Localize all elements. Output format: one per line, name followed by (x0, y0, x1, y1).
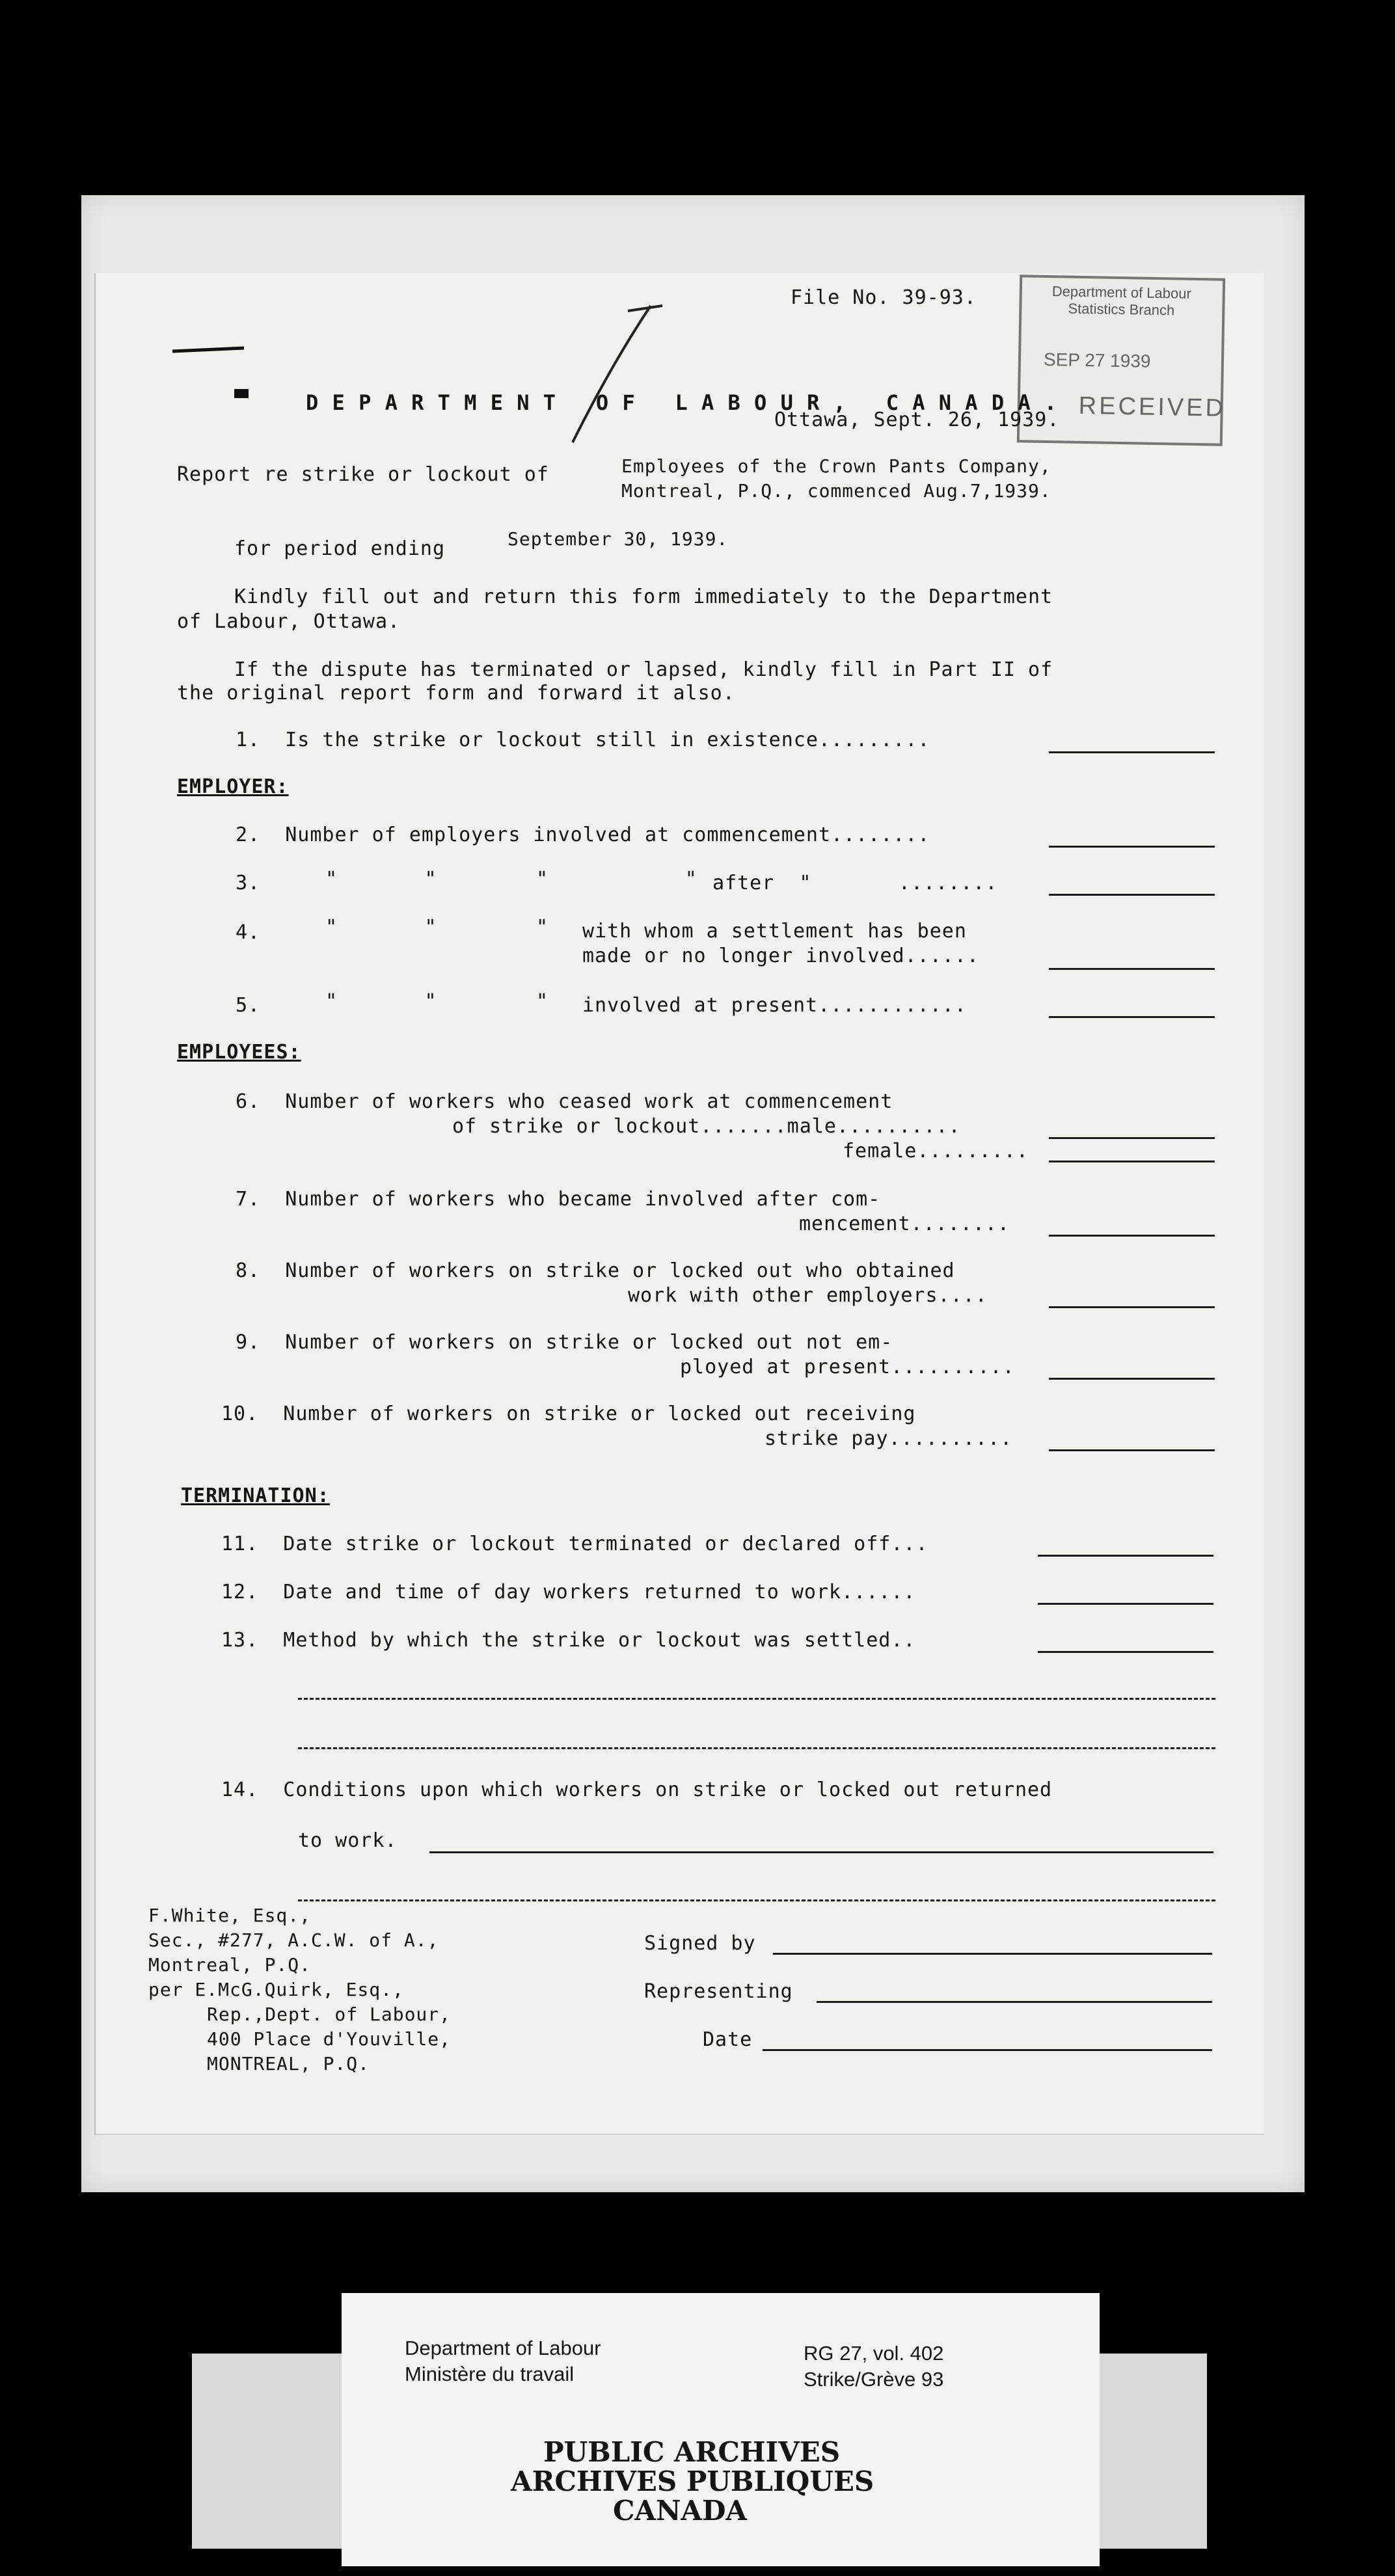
address-line2: Sec., #277, A.C.W. of A., (148, 1929, 439, 1951)
question-1: 1. Is the strike or lockout still in existence......... (236, 729, 930, 751)
question-9-line2: ployed at present.......... (680, 1356, 1015, 1378)
question-10-line1: 10. Number of workers on strike or locked out receiving (221, 1402, 916, 1425)
question-8-line1: 8. Number of workers on strike or locked out who obtained (236, 1259, 955, 1282)
archive-dept-en: Department of Labour (405, 2337, 601, 2359)
representing-label: Representing (644, 1980, 793, 2003)
representing-line (817, 2001, 1212, 2003)
archive-dept-fr: Ministère du travail (405, 2363, 575, 2385)
instruction-line2: of Labour, Ottawa. (177, 610, 401, 633)
file-number: File No. 39-93. (791, 286, 977, 309)
stamp-department: Department of Labour Statistics Branch (1051, 283, 1192, 319)
question-8-line2: work with other employers.... (628, 1284, 988, 1307)
answer-line-14 (429, 1851, 1213, 1853)
answer-line-11 (1038, 1555, 1213, 1557)
question-4-line1: with whom a settlement has been (582, 920, 967, 943)
archive-ref-strike: Strike/Grève 93 (804, 2368, 944, 2391)
section-employer: EMPLOYER: (177, 775, 289, 798)
question-10-line2: strike pay.......... (765, 1427, 1013, 1450)
address-line6: 400 Place d'Youville, (207, 2028, 452, 2050)
address-line5: Rep.,Dept. of Labour, (207, 2004, 452, 2025)
department-title: D E P A R T M E N T O F L A B O U R , C A N A D A . (306, 390, 1058, 415)
question-6-female: female......... (843, 1140, 1029, 1162)
public-archives-fr: ARCHIVES PUBLIQUES (511, 2465, 874, 2497)
answer-line-3 (1049, 894, 1215, 896)
question-4-number: 4. (236, 921, 261, 944)
answer-line-6-female (1049, 1161, 1215, 1162)
question-4-line2: made or no longer involved...... (582, 945, 979, 967)
answer-line-13 (1038, 1651, 1213, 1653)
answer-line-7 (1049, 1235, 1215, 1237)
answer-line-6-male (1049, 1137, 1215, 1139)
date-line: Ottawa, Sept. 26, 1939. (774, 409, 1060, 431)
question-2: 2. Number of employers involved at commencement........ (236, 824, 930, 846)
question-9-line1: 9. Number of workers on strike or locked out not em- (236, 1331, 893, 1354)
question-3-number: 3. (236, 872, 261, 894)
address-line3: Montreal, P.Q. (148, 1954, 312, 1976)
archive-ref-volume: RG 27, vol. 402 (804, 2342, 944, 2365)
question-7-line2: mencement........ (799, 1213, 1010, 1235)
answer-line-1 (1049, 751, 1215, 753)
question-5: involved at present............ (582, 994, 967, 1017)
question-12: 12. Date and time of day workers returned to work...... (221, 1581, 916, 1603)
question-11: 11. Date strike or lockout terminated or declared off... (221, 1533, 928, 1555)
answer-line-2 (1049, 846, 1215, 848)
date-line-field (763, 2049, 1212, 2051)
question-7-line1: 7. Number of workers who became involved after com- (236, 1188, 881, 1211)
question-5-ditto-marks: " " " (325, 990, 549, 1013)
question-13: 13. Method by which the strike or lockout was settled.. (221, 1629, 916, 1652)
section-employees: EMPLOYEES: (177, 1041, 301, 1064)
period-value: September 30, 1939. (508, 528, 729, 550)
signed-by-line (773, 1953, 1212, 1955)
address-line4: per E.McG.Quirk, Esq., (148, 1979, 404, 2000)
answer-line-5 (1049, 1016, 1215, 1018)
answer-line-13b (298, 1698, 1215, 1700)
instruction-line4: the original report form and forward it also. (177, 682, 735, 704)
archive-tab-left (192, 2354, 358, 2549)
report-subject-line1: Employees of the Crown Pants Company, (621, 455, 1051, 477)
answer-line-9 (1049, 1378, 1215, 1380)
question-14-line1: 14. Conditions upon which workers on strike or locked out returned (221, 1778, 1053, 1801)
address-line7: MONTREAL, P.Q. (207, 2053, 370, 2074)
instruction-line3: If the dispute has terminated or lapsed, kindly fill in Part II of (234, 658, 1053, 681)
signed-by-label: Signed by (644, 1932, 756, 1955)
answer-line-4 (1049, 968, 1215, 970)
question-14-line2: to work. (298, 1829, 398, 1852)
date-label: Date (703, 2028, 753, 2051)
answer-line-14b (298, 1899, 1215, 1901)
question-3-ditto-marks: " " " " (325, 868, 698, 891)
question-5-number: 5. (236, 994, 261, 1017)
stamp-received: RECEIVED (1078, 392, 1226, 422)
answer-line-10 (1049, 1449, 1215, 1451)
address-line1: F.White, Esq., (148, 1905, 312, 1926)
question-6-male: of strike or lockout.......male.......... (452, 1115, 961, 1138)
instruction-line1: Kindly fill out and return this form immediately to the Department (234, 585, 1053, 608)
report-label: Report re strike or lockout of (177, 463, 549, 486)
answer-line-12 (1038, 1603, 1213, 1605)
question-3: after " ........ (712, 872, 998, 894)
question-6-line1: 6. Number of workers who ceased work at commencement (236, 1090, 893, 1113)
public-archives-en: PUBLIC ARCHIVES (543, 2436, 841, 2468)
report-subject-line2: Montreal, P.Q., commenced Aug.7,1939. (621, 480, 1051, 502)
question-4-ditto-marks: " " " (325, 916, 549, 939)
section-termination: TERMINATION: (181, 1484, 330, 1507)
answer-line-8 (1049, 1306, 1215, 1308)
stamp-date: SEP 27 1939 (1043, 349, 1151, 371)
answer-line-13c (298, 1747, 1215, 1749)
period-label: for period ending (234, 537, 446, 560)
public-archives-canada: CANADA (613, 2495, 748, 2527)
